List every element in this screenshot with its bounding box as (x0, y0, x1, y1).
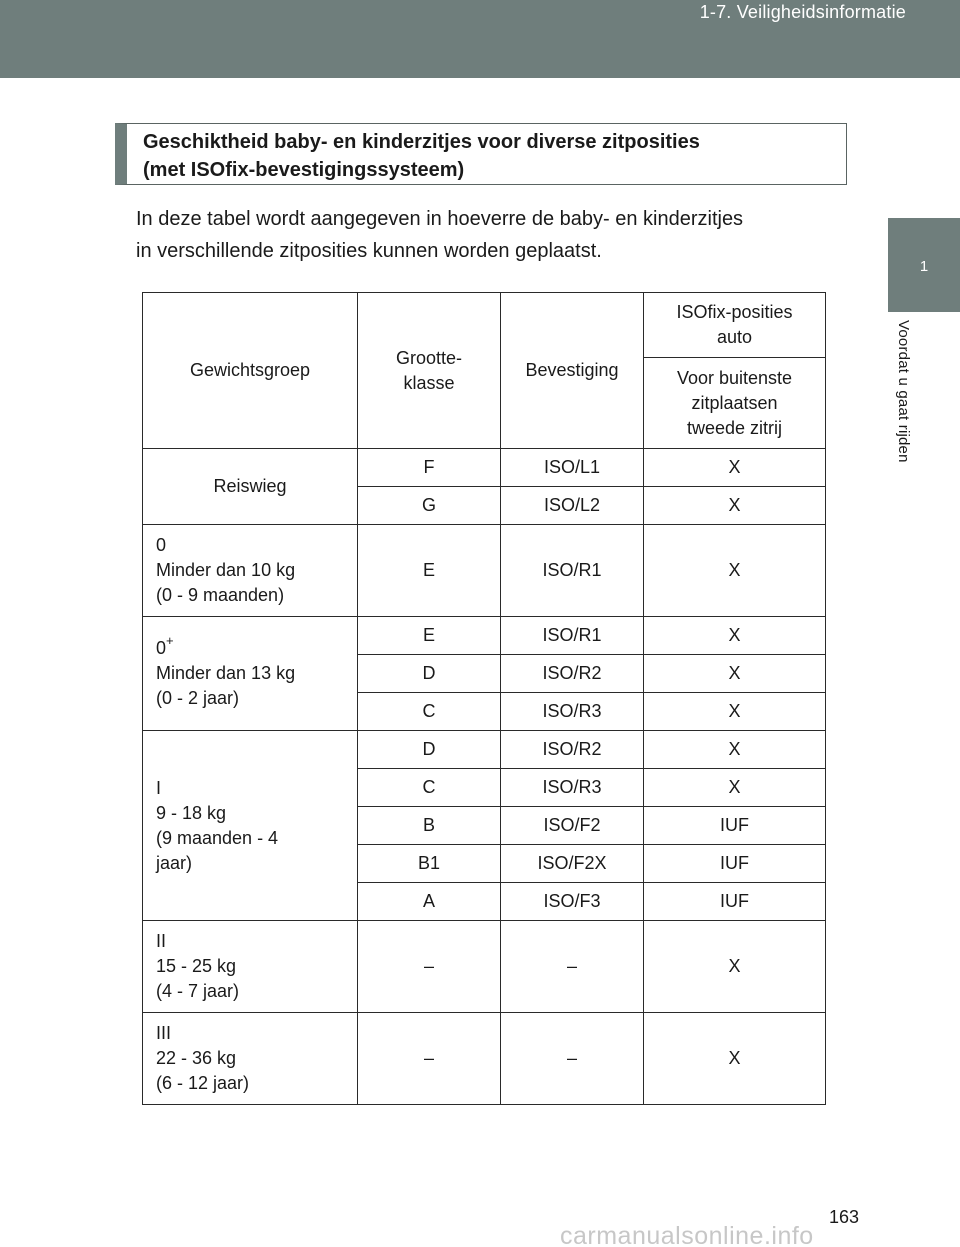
cell-value: X (644, 693, 826, 731)
cell-fixture: ISO/L1 (501, 449, 644, 487)
side-chapter-label-wrap (895, 320, 917, 520)
side-chapter-label: Voordat u gaat rijden (895, 320, 912, 463)
chapter-header-bar (0, 0, 960, 78)
cell-fixture: – (501, 1013, 644, 1105)
cell-value: X (644, 769, 826, 807)
cell-fixture: ISO/R1 (501, 617, 644, 655)
header-fixture: Bevestiging (501, 293, 644, 449)
watermark: carmanualsonline.info (560, 1222, 814, 1247)
cell-value: X (644, 525, 826, 617)
header-size-class: Grootte- klasse (358, 293, 501, 449)
cell-value: IUF (644, 807, 826, 845)
cell-value: X (644, 487, 826, 525)
cell-fixture: ISO/R1 (501, 525, 644, 617)
cell-value: IUF (644, 883, 826, 921)
cell-fixture: ISO/R3 (501, 693, 644, 731)
cell-size: B (358, 807, 501, 845)
table-row (143, 731, 826, 769)
cell-size: E (358, 617, 501, 655)
cell-value: X (644, 655, 826, 693)
cell-fixture: ISO/L2 (501, 487, 644, 525)
chapter-title: 1-7. Veiligheidsinformatie (699, 2, 906, 22)
cell-size: – (358, 1013, 501, 1105)
cell-size: B1 (358, 845, 501, 883)
table-header-row (143, 293, 826, 358)
group-0-plus: 0+ Minder dan 13 kg (0 - 2 jaar) (143, 617, 358, 731)
section-title-line-1: Geschiktheid baby- en kinderzitjes voor diverse zitposities (143, 131, 700, 153)
section-title-box (115, 123, 847, 185)
cell-fixture: ISO/F3 (501, 883, 644, 921)
intro-paragraph (136, 203, 848, 267)
cell-fixture: ISO/F2X (501, 845, 644, 883)
cell-size: D (358, 655, 501, 693)
cell-size: A (358, 883, 501, 921)
cell-fixture: ISO/R2 (501, 731, 644, 769)
group-0: 0 Minder dan 10 kg (0 - 9 maanden) (143, 525, 358, 617)
isofix-suitability-table (142, 292, 826, 1105)
cell-fixture: ISO/F2 (501, 807, 644, 845)
cell-value: X (644, 921, 826, 1013)
header-isofix-positions: ISOfix-posities auto (644, 293, 826, 358)
side-chapter-tab (888, 218, 960, 312)
cell-fixture: ISO/R2 (501, 655, 644, 693)
group-carrycot: Reiswieg (143, 449, 358, 525)
table-row (143, 921, 826, 1013)
cell-value: X (644, 449, 826, 487)
cell-value: IUF (644, 845, 826, 883)
cell-size: C (358, 693, 501, 731)
cell-value: X (644, 731, 826, 769)
cell-fixture: – (501, 921, 644, 1013)
cell-value: X (644, 617, 826, 655)
group-I: I 9 - 18 kg (9 maanden - 4 jaar) (143, 731, 358, 921)
cell-size: G (358, 487, 501, 525)
page-number: 163 (829, 1207, 860, 1227)
table-row (143, 449, 826, 487)
group-III: III 22 - 36 kg (6 - 12 jaar) (143, 1013, 358, 1105)
section-title-line-2: (met ISOfix-bevestigingssysteem) (143, 159, 465, 181)
table-row (143, 617, 826, 655)
cell-value: X (644, 1013, 826, 1105)
table-row (143, 525, 826, 617)
cell-size: E (358, 525, 501, 617)
group-II: II 15 - 25 kg (4 - 7 jaar) (143, 921, 358, 1013)
intro-line-1: In deze tabel wordt aangegeven in hoeverre de baby- en kinderzitjes (136, 208, 744, 230)
side-tab-number: 1 (919, 258, 929, 275)
cell-size: – (358, 921, 501, 1013)
header-outer-seats: Voor buitenste zitplaatsen tweede zitrij (644, 358, 826, 449)
cell-size: F (358, 449, 501, 487)
cell-fixture: ISO/R3 (501, 769, 644, 807)
cell-size: D (358, 731, 501, 769)
intro-line-2: in verschillende zitposities kunnen worden geplaatst. (136, 240, 602, 262)
table-row (143, 1013, 826, 1105)
cell-size: C (358, 769, 501, 807)
header-weight-group: Gewichtsgroep (143, 293, 358, 449)
